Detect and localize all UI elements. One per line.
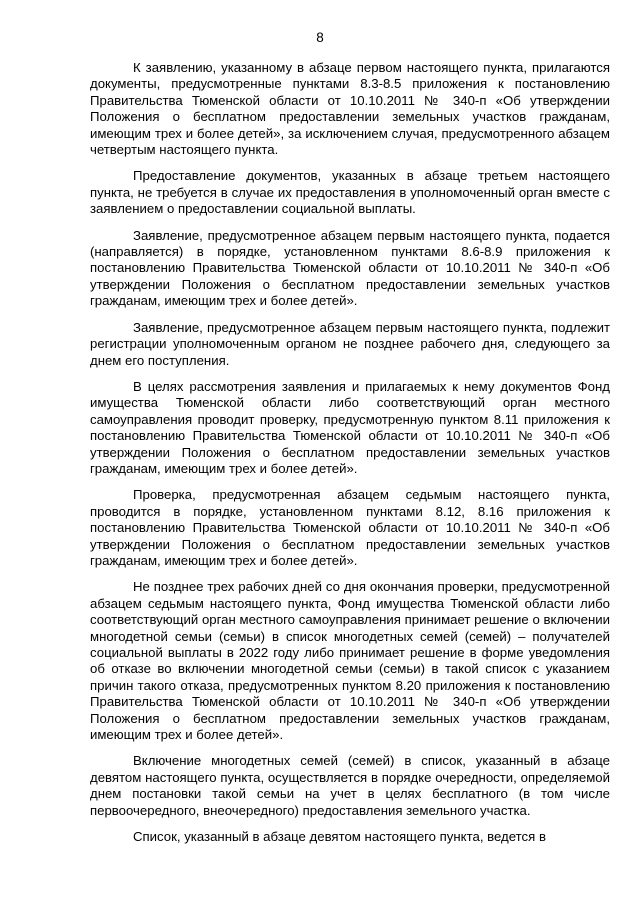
- paragraph-1: К заявлению, указанному в абзаце первом настоящего пункта, прилагаются документы, предусмотренные пунктами 8.3-8.5 приложения к постановлению Правительства Тюменской области от 10.10.2011 № 340-п «Об утверждении Положения о бесплатном предоставлении земельных участков гражданам, имеющим трех и более детей», за исключением случая, предусмотренного абзацем четвертым настоящего пункта.: [90, 60, 610, 158]
- paragraph-9: Список, указанный в абзаце девятом настоящего пункта, ведется в: [133, 829, 546, 845]
- page-number: 8: [316, 30, 324, 45]
- paragraph-7: Не позднее трех рабочих дней со дня окончания проверки, предусмотренной абзацем седьмым настоящего пункта, Фонд имущества Тюменской области либо соответствующий орган местного самоуправления принимает решение о включении многодетной семьи (семьи) в список многодетных семей (семей) – получателей социальной выплаты в 2022 году либо принимает решение в форме уведомления об отказе во включении многодетной семьи (семьи) в такой список с указанием причин такого отказа, предусмотренных пунктом 8.20 приложения к постановлению Правительства Тюменской области от 10.10.2011 № 340-п «Об утверждении Положения о бесплатном предоставлении земельных участков гражданам, имеющим трех и более детей».: [90, 579, 610, 743]
- paragraph-2: Предоставление документов, указанных в абзаце третьем настоящего пункта, не требуется в случае их предоставления в уполномоченный орган вместе с заявлением о предоставлении социальной выплаты.: [90, 168, 610, 217]
- paragraph-3: Заявление, предусмотренное абзацем первым настоящего пункта, подается (направляется) в порядке, установленном пунктами 8.6-8.9 приложения к постановлению Правительства Тюменской области от 10.10.2011 № 340-п «Об утверждении Положения о бесплатном предоставлении земельных участков гражданам, имеющим трех и более детей».: [90, 227, 610, 309]
- document-body: [90, 60, 610, 845]
- paragraph-4: Заявление, предусмотренное абзацем первым настоящего пункта, подлежит регистрации уполномоченным органом не позднее рабочего дня, следующего за днем его поступления.: [90, 319, 610, 368]
- paragraph-5: В целях рассмотрения заявления и прилагаемых к нему документов Фонд имущества Тюменской области либо соответствующий орган местного самоуправления проводит проверку, предусмотренную пунктом 8.11 приложения к постановлению Правительства Тюменской области от 10.10.2011 № 340-п «Об утверждении Положения о бесплатном предоставлении земельных участков гражданам, имеющим трех и более детей».: [90, 378, 610, 476]
- paragraph-6: Проверка, предусмотренная абзацем седьмым настоящего пункта, проводится в порядке, установленном пунктами 8.12, 8.16 приложения к постановлению Правительства Тюменской области от 10.10.2011 № 340-п «Об утверждении Положения о бесплатном предоставлении земельных участков гражданам, имеющим трех и более детей».: [90, 487, 610, 568]
- paragraph-8: Включение многодетных семей (семей) в список, указанный в абзаце девятом настоящего пункта, осуществляется в порядке очередности, определяемой днем постановки такой семьи на учет в целях бесплатного (в том числе первоочередного, внеочередного) предоставления земельного участка.: [90, 753, 610, 818]
